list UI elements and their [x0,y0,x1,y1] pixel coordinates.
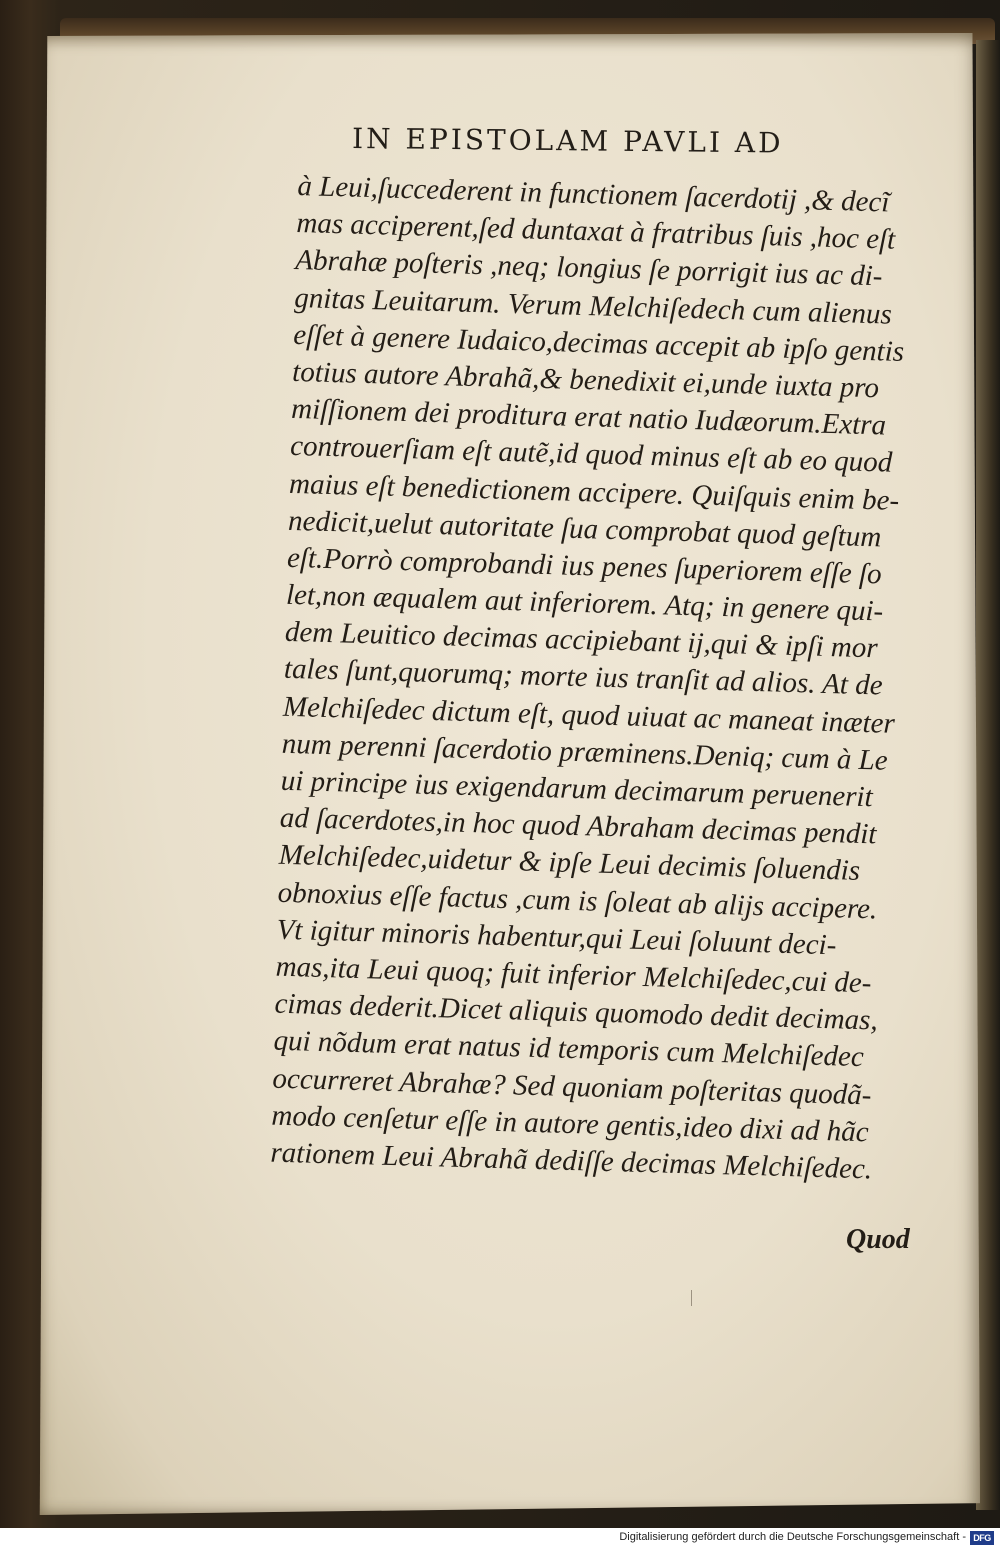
text-line: num perenni ſacerdotio præminens.Deniq; cum à Le [281,727,889,777]
text-line: gnitas Leuitarum. Verum Melchiſedech cum alienus [293,281,893,331]
text-line: miſſionem dei proditura erat natio Iudæorum.Extra [290,393,887,442]
text-line: mas,ita Leui quoq; fuit inferior Melchiſedec,cui de- [275,950,872,1000]
text-line: rationem Leui Abrahã dediſſe decimas Melchiſedec. [270,1136,873,1186]
book-edge-right [976,40,1000,1510]
text-line: Abrahæ poſteris ,neq; longius ſe porrigit ius ac di- [294,244,883,293]
text-line: Melchiſedec dictum eſt, quod uiuat ac maneat inæter [282,690,896,740]
text-line: eſſet à genere Iudaico,decimas accepit ab ipſo gentis [292,318,905,368]
text-line: tales ſunt,quorumq; morte ius tranſit ad alios. At de [283,653,884,702]
text-line: nedicit,uelut autoritate ſua comprobat quod geſtum [287,504,882,554]
text-line: cimas dederit.Dicet aliquis quomodo dedit decimas, [274,987,879,1037]
body-text [268,168,978,1277]
footer-bar [0,1528,1000,1548]
text-line: let,non æqualem aut inferiorem. Atq; in genere qui- [285,578,884,628]
text-line: mas acciperent,ſed duntaxat à fratribus ſuis ,hoc eſt [296,207,896,256]
catchword: Quod [846,1224,910,1255]
funding-credit: Digitalisierung gefördert durch die Deutsche Forschungsgemeinschaft - [619,1531,966,1543]
text-line: qui nõdum erat natus id temporis cum Melchiſedec [273,1024,865,1074]
text-line: obnoxius eſſe factus ,cum is ſoleat ab alijs accipere. [277,876,878,926]
text-line: maius eſt benedictionem accipere. Quiſquis enim be- [288,467,900,517]
text-line: à Leui,ſuccederent in functionem ſacerdotij ,& decĩ [297,169,890,219]
text-line: Vt igitur minoris habentur,qui Leui ſoluunt deci- [276,913,837,962]
text-line: dem Leuitico decimas accipiebant ij,qui & ipſi mor [284,616,879,665]
text-line: eſt.Porrò comprobandi ius penes ſuperiorem eſſe ſo [286,541,883,591]
running-head: IN EPISTOLAM PAVLI AD [351,122,784,160]
text-line: occurreret Abrahæ? Sed quoniam poſteritas quodã- [272,1062,872,1111]
paper-mark [691,1290,692,1306]
dfg-logo-icon: DFG [970,1531,994,1545]
text-line: Melchiſedec,uidetur & ipſe Leui decimis ſoluendis [278,839,861,888]
text-line: totius autore Abrahã,& benedixit ei,unde iuxta pro [291,355,880,405]
text-line: ad ſacerdotes,in hoc quod Abraham decimas pendit [279,801,877,851]
text-line: ui principe ius exigendarum decimarum peruenerit [280,764,874,814]
text-line: modo cenſetur eſſe in autore gentis,ideo dixi ad hãc [271,1099,870,1148]
text-line: controuerſiam eſt autẽ,id quod minus eſt ab eo quod [289,430,893,480]
